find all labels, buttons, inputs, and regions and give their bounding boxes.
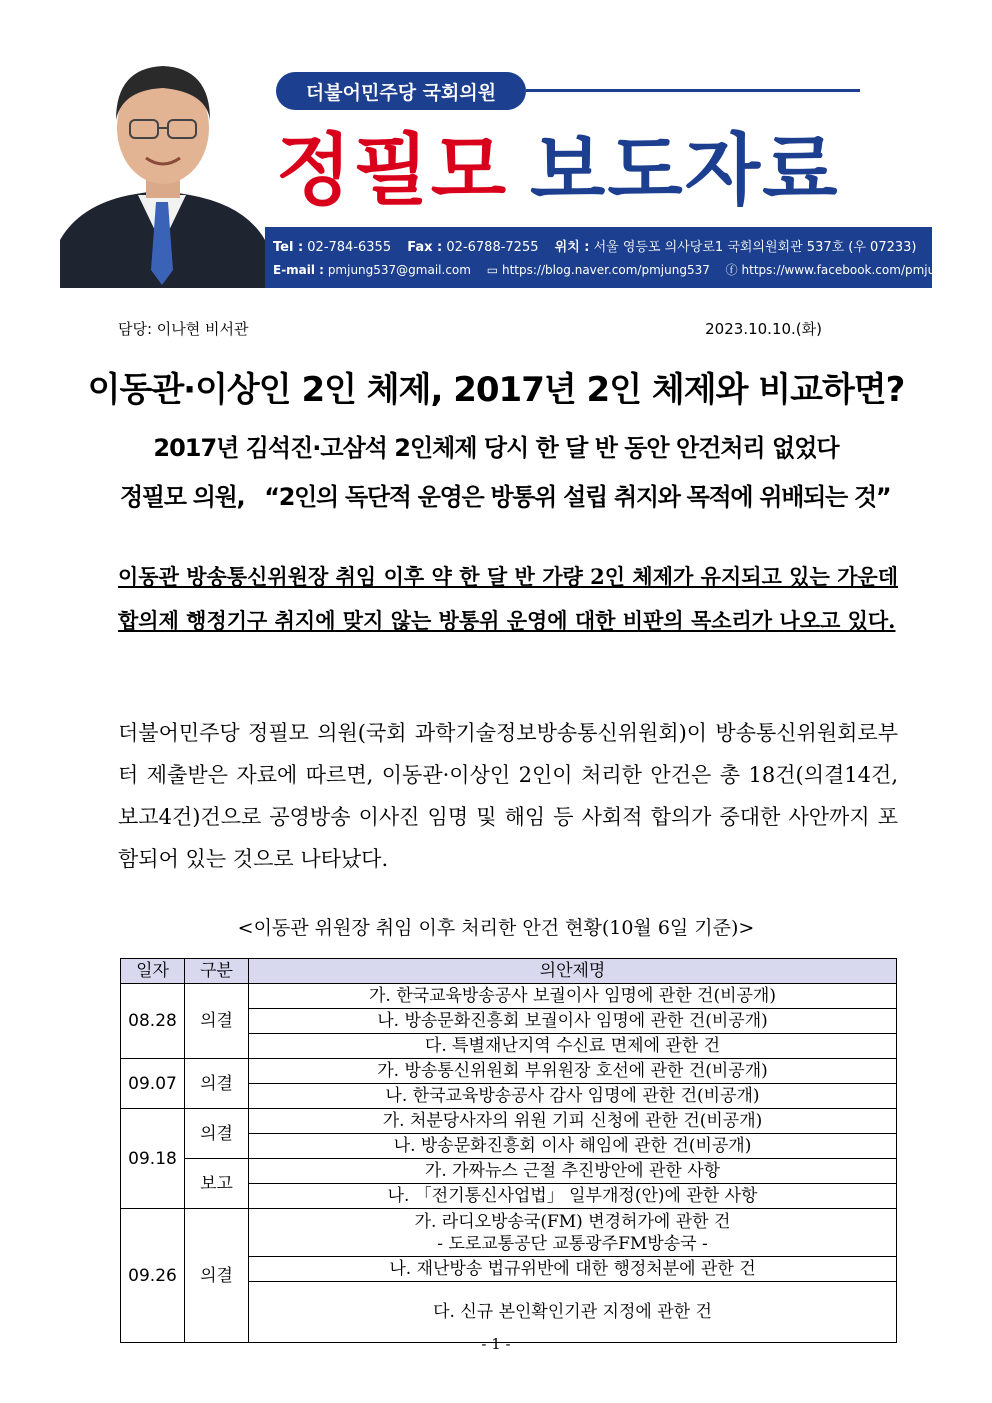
row-date: 08.28 [121, 984, 185, 1059]
email-link[interactable]: pmjung537@gmail.com [327, 263, 471, 277]
facebook-icon: ⓕ [725, 263, 738, 277]
contact-bar [265, 227, 974, 288]
agenda-item: 가. 한국교육방송공사 보궐이사 임명에 관한 건(비공개) [249, 984, 897, 1009]
page-number: - 1 - [481, 1335, 511, 1353]
fax-label: Fax : [407, 240, 443, 255]
table-row [121, 1209, 897, 1257]
sub-headline-1: 2017년 김석진·고삼석 2인체제 당시 한 달 반 동안 안건처리 없었다 [153, 434, 839, 462]
fax-value: 02-6788-7255 [446, 240, 539, 255]
contact-row-phone [273, 236, 929, 255]
row-type: 의결 [185, 1059, 249, 1109]
agenda-item: 가. 처분당사자의 위원 기피 신청에 관한 건(비공개) [249, 1109, 897, 1134]
agenda-item: 나. 방송문화진흥회 이사 해임에 관한 건(비공개) [249, 1134, 897, 1159]
row-date: 09.07 [121, 1059, 185, 1109]
table-caption: <이동관 위원장 취임 이후 처리한 안건 현황(10월 6일 기준)> [237, 917, 755, 939]
tel-label: Tel : [273, 240, 304, 255]
banner-title [276, 108, 839, 220]
blog-icon: ▭ [486, 263, 499, 277]
sub-headline-2 [120, 477, 920, 512]
lead-text: 이동관 방송통신위원장 취임 이후 약 한 달 반 가량 2인 체제가 유지되고 있는 가운데 합의제 행정기구 취지에 맞지 않는 방통위 운영에 대한 비판의 목소리가 나오고 있다. [118, 564, 898, 633]
email-label: E-mail : [273, 263, 324, 277]
quote: “2인의 독단적 운영은 방통위 설립 취지와 목적에 위배되는 것” [264, 483, 891, 511]
contact-row-online [273, 261, 973, 278]
agenda-item-line: 가. 라디오방송국(FM) 변경허가에 관한 건 [414, 1211, 731, 1232]
location-value: 서울 영등포 의사당로1 국회의원회관 537호 (우 07233) [593, 240, 917, 255]
row-type: 의결 [185, 984, 249, 1059]
row-date: 09.26 [121, 1209, 185, 1343]
agenda-item-subline: - 도로교통공단 교통광주FM방송국 - [437, 1233, 708, 1254]
table-row [121, 1159, 897, 1184]
table-row [121, 1059, 897, 1084]
table-header-row [121, 959, 897, 984]
row-type: 의결 [185, 1209, 249, 1343]
agenda-item: 나. 재난방송 법규위반에 대한 행정처분에 관한 건 [249, 1257, 897, 1282]
release-date: 2023.10.10.(화) [705, 320, 822, 338]
main-headline: 이동관·이상인 2인 체제, 2017년 2인 체제와 비교하면? [87, 370, 905, 410]
header-type: 구분 [185, 959, 249, 984]
agenda-table [120, 958, 897, 1343]
table-row [121, 1109, 897, 1134]
press-release-label: 보도자료 [530, 126, 840, 216]
row-date: 09.18 [121, 1109, 185, 1209]
agenda-item [249, 1209, 897, 1257]
tel-value: 02-784-6355 [307, 240, 392, 255]
agenda-item: 나. 한국교육방송공사 감사 임명에 관한 건(비공개) [249, 1084, 897, 1109]
agenda-item: 가. 가짜뉴스 근절 추진방안에 관한 사항 [249, 1159, 897, 1184]
row-type: 보고 [185, 1159, 249, 1209]
agenda-item: 나. 방송문화진흥회 보궐이사 임명에 관한 건(비공개) [249, 1009, 897, 1034]
press-release-banner [60, 40, 974, 288]
header-title: 의안제명 [249, 959, 897, 984]
badge-divider [526, 89, 860, 92]
location-label: 위치 : [554, 240, 590, 255]
agenda-item: 다. 특별재난지역 수신료 면제에 관한 건 [249, 1034, 897, 1059]
contact-person: 담당: 이나현 비서관 [118, 320, 249, 338]
facebook-link[interactable]: https://www.facebook.com/pmjung537 [741, 263, 974, 277]
lawmaker-name: 정필모 [276, 126, 509, 216]
agenda-item: 다. 신규 본인확인기관 지정에 관한 건 [249, 1282, 897, 1343]
agenda-item: 나. 「전기통신사업법」 일부개정(안)에 관한 사항 [249, 1184, 897, 1209]
lawmaker-portrait [60, 40, 265, 288]
lead-paragraph [118, 555, 898, 643]
speaker: 정필모 의원, [120, 483, 245, 511]
blog-link[interactable]: https://blog.naver.com/pmjung537 [501, 263, 710, 277]
body-paragraph: 더불어민주당 정필모 의원(국회 과학기술정보방송통신위원회)이 방송통신위원회로부터 제출받은 자료에 따르면, 이동관·이상인 2인이 처리한 안건은 총 18건(의결14건, 보고4건)건으로 공영방송 이사진 임명 및 해임 등 사회적 합의가 중대한 사안까지 포함되어 있는 것으로 나타났다. [118, 721, 898, 871]
table-row [121, 984, 897, 1009]
header-date: 일자 [121, 959, 185, 984]
row-type: 의결 [185, 1109, 249, 1159]
agenda-item: 가. 방송통신위원회 부위원장 호선에 관한 건(비공개) [249, 1059, 897, 1084]
party-badge: 더불어민주당 국회의원 [276, 72, 526, 110]
